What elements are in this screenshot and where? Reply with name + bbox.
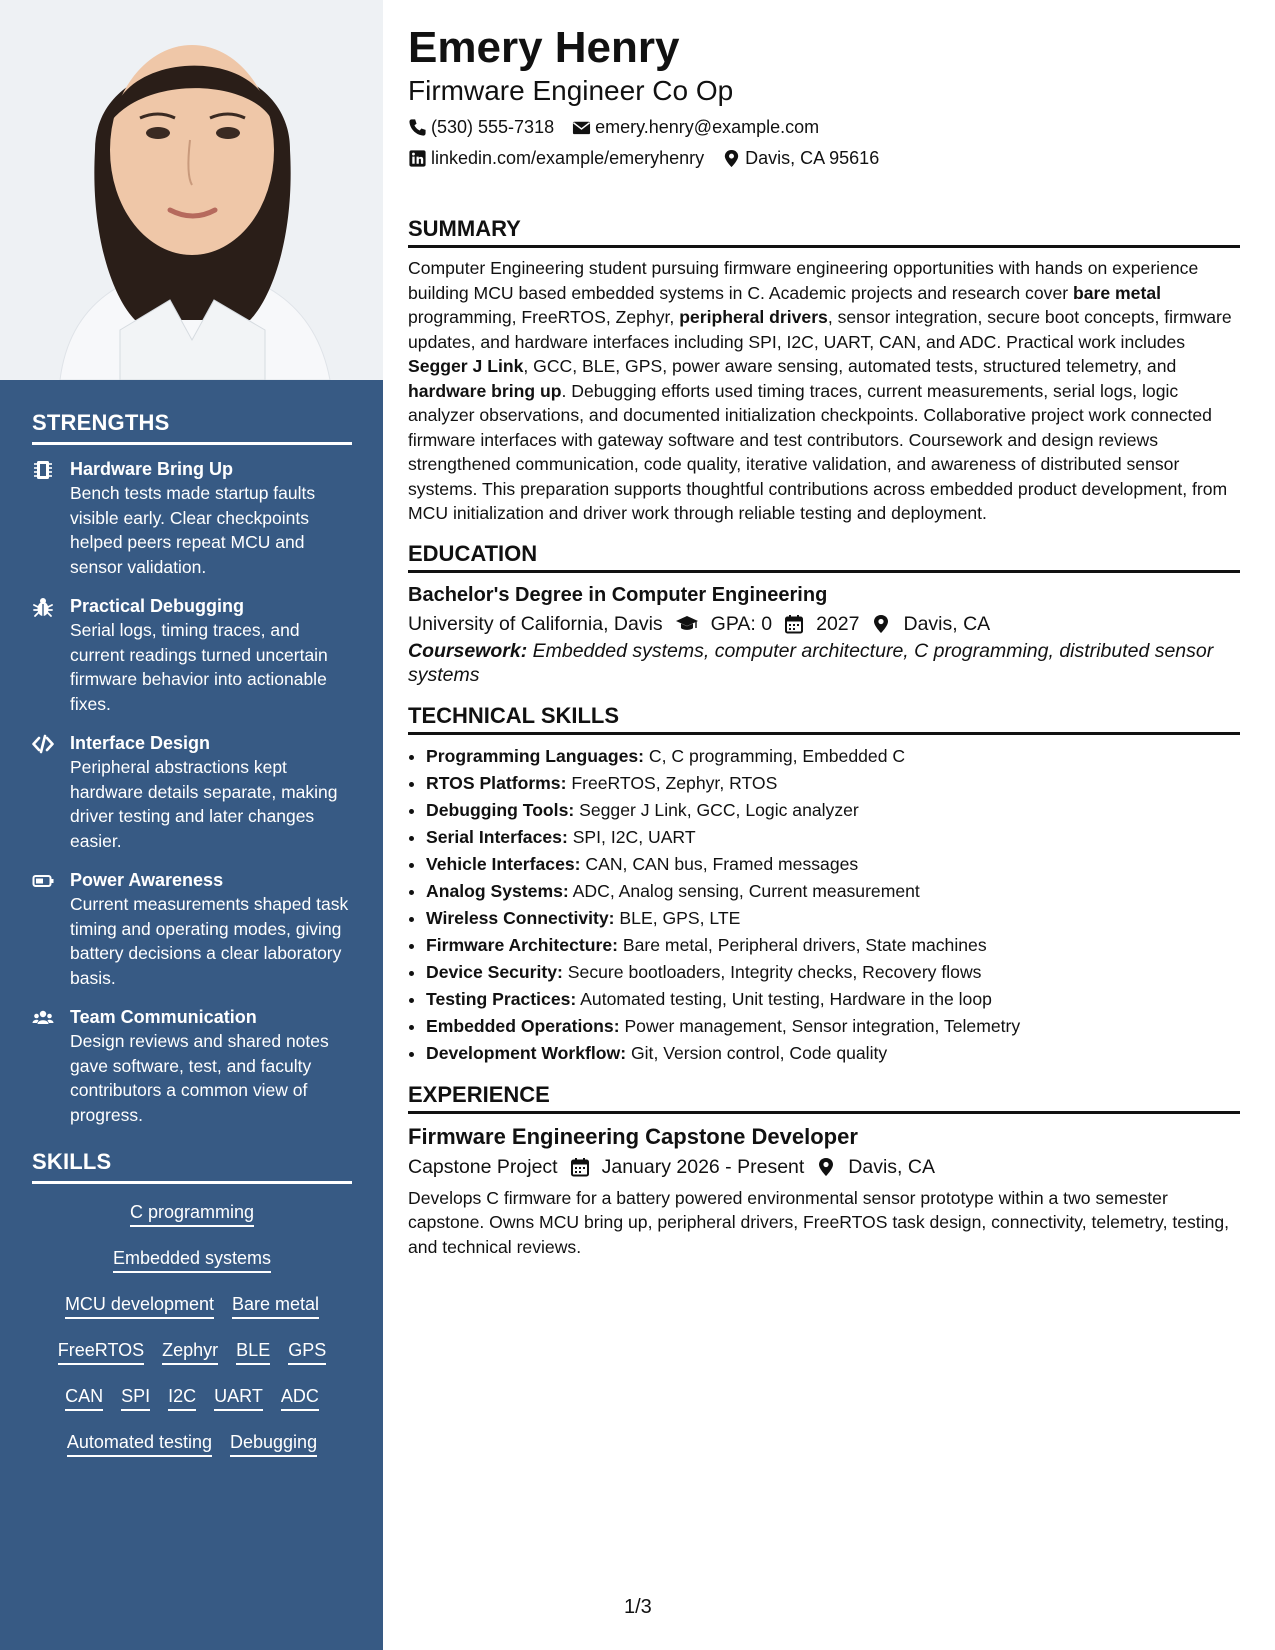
experience-heading: EXPERIENCE — [408, 1081, 1240, 1114]
education-location: Davis, CA — [903, 612, 991, 635]
graduation-year: 2027 — [816, 612, 860, 635]
coursework-label: Coursework: — [408, 639, 528, 662]
calendar-icon — [570, 1157, 590, 1177]
list-item — [426, 851, 1240, 878]
phone-icon — [408, 118, 427, 137]
skill-tag: Automated testing — [67, 1432, 212, 1457]
skill-row — [32, 1248, 352, 1273]
list-item — [426, 905, 1240, 932]
email-contact — [572, 117, 819, 138]
skill-row — [32, 1386, 352, 1411]
skill-values: Power management, Sensor integration, Telemetry — [619, 1015, 1021, 1036]
linkedin-icon — [408, 149, 427, 168]
job-title: Firmware Engineer Co Op — [408, 75, 734, 106]
summary-heading: SUMMARY — [408, 215, 1240, 248]
list-item — [426, 986, 1240, 1013]
map-pin-icon — [871, 614, 891, 634]
skill-tags — [32, 1196, 352, 1457]
summary-segment-bold: bare metal — [1072, 282, 1161, 303]
candidate-name: Emery Henry — [408, 23, 680, 72]
summary-segment: . Debugging efforts used timing traces, current measurements, serial logs, logic analyzer observations, and documented initialization checkpoints. Collaborative project work connected firmware interfaces with gateway software and test contributors. Coursework and design reviews strengthened communication, code quality, iterative validation, and awareness of distributed sensor systems. This preparation supports thoughtful contributions across embedded product development, from MCU initialization and driver work through reliable testing and deployment. — [408, 380, 1228, 523]
location-contact — [722, 148, 879, 169]
skill-row — [32, 1340, 352, 1365]
skill-tag: I2C — [168, 1386, 196, 1411]
strength-item — [32, 457, 352, 579]
strength-item — [32, 594, 352, 716]
skill-tag: Debugging — [230, 1432, 317, 1457]
location-text: Davis, CA 95616 — [745, 147, 880, 168]
list-item — [426, 1013, 1240, 1040]
list-item — [426, 932, 1240, 959]
summary-segment: , sensor integration, secure boot concepts, firmware updates, and hardware interfaces including SPI, I2C, UART, CAN, and ADC. Practical work includes — [408, 307, 1232, 352]
contact-row — [408, 145, 1240, 171]
strength-description: Bench tests made startup faults visible early. Clear checkpoints helped peers repeat MCU and sensor validation. — [70, 483, 316, 577]
linkedin-contact — [408, 148, 704, 169]
skill-values: BLE, GPS, LTE — [614, 907, 741, 928]
main-content — [408, 22, 1240, 1259]
summary-segment-bold: Segger J Link — [408, 356, 524, 376]
skill-category: Serial Interfaces: — [426, 826, 568, 847]
experience-location: Davis, CA — [848, 1155, 935, 1178]
users-icon — [32, 1007, 54, 1029]
memory-chip-icon — [32, 459, 54, 481]
skill-tag: GPS — [288, 1340, 326, 1365]
skill-tag: Bare metal — [232, 1294, 319, 1319]
technical-skills-heading: TECHNICAL SKILLS — [408, 702, 1240, 735]
skill-category: Firmware Architecture: — [426, 934, 618, 955]
gpa-text: GPA: 0 — [710, 612, 773, 635]
sidebar — [0, 0, 383, 1650]
list-item — [426, 959, 1240, 986]
graduation-cap-icon — [675, 614, 699, 634]
skill-tag: BLE — [236, 1340, 270, 1365]
experience-title: Firmware Engineering Capstone Developer — [408, 1123, 858, 1149]
skill-tag: ADC — [281, 1386, 319, 1411]
skill-category: Vehicle Interfaces: — [426, 853, 581, 874]
skill-category: Debugging Tools: — [426, 799, 575, 820]
phone-contact — [408, 117, 554, 138]
strength-item — [32, 731, 352, 853]
skill-values: CAN, CAN bus, Framed messages — [580, 853, 859, 874]
skill-category: Device Security: — [426, 961, 563, 982]
strength-description: Peripheral abstractions kept hardware details separate, making driver testing and later changes easier. — [70, 757, 338, 851]
skill-tag: Zephyr — [162, 1340, 218, 1365]
education-heading: EDUCATION — [408, 540, 1240, 573]
skill-tag: C programming — [130, 1202, 254, 1227]
calendar-icon — [784, 614, 804, 634]
skill-tag: CAN — [65, 1386, 103, 1411]
skill-category: Development Workflow: — [426, 1042, 627, 1063]
skill-tag: MCU development — [65, 1294, 214, 1319]
skill-tag: Embedded systems — [113, 1248, 271, 1273]
page-number: 1/3 — [624, 1596, 652, 1618]
list-item — [426, 878, 1240, 905]
skill-tag: UART — [214, 1386, 263, 1411]
portrait-illustration — [0, 0, 383, 380]
skill-row — [32, 1202, 352, 1227]
strength-title: Team Communication — [70, 1007, 257, 1027]
list-item — [426, 824, 1240, 851]
skill-category: Wireless Connectivity: — [426, 907, 615, 928]
skill-category: Embedded Operations: — [426, 1015, 620, 1036]
skill-values: ADC, Analog sensing, Current measurement — [568, 880, 920, 901]
experience-description: Develops C firmware for a battery powered environmental sensor prototype within a two semester capstone. Owns MCU bring up, peripheral drivers, FreeRTOS task design, connectivity, telemetry, testing, and technical reviews. — [408, 1187, 1230, 1257]
summary-segment: programming, FreeRTOS, Zephyr, — [408, 307, 680, 327]
envelope-icon — [572, 118, 591, 137]
organization-name: Capstone Project — [408, 1155, 558, 1178]
degree-title: Bachelor's Degree in Computer Engineering — [408, 583, 828, 606]
strength-title: Power Awareness — [70, 870, 224, 890]
coursework-text: Embedded systems, computer architecture, C programming, distributed sensor systems — [408, 639, 1214, 686]
code-icon — [32, 733, 54, 755]
map-pin-icon — [722, 149, 741, 168]
email-address[interactable]: emery.henry@example.com — [595, 116, 820, 137]
strength-title: Hardware Bring Up — [70, 459, 234, 479]
skill-values: FreeRTOS, Zephyr, RTOS — [566, 772, 778, 793]
summary-segment-bold: peripheral drivers — [679, 307, 828, 327]
skill-category: Analog Systems: — [426, 880, 569, 901]
strength-description: Current measurements shaped task timing and operating modes, giving battery decisions a clear laboratory basis. — [70, 894, 349, 988]
linkedin-url[interactable]: linkedin.com/example/emeryhenry — [431, 147, 705, 168]
experience-info-row — [408, 1152, 1240, 1182]
strength-title: Interface Design — [70, 733, 211, 753]
summary-segment: Computer Engineering student pursuing firmware engineering opportunities with hands on experience building MCU based embedded systems in C. Academic projects and research cover — [408, 258, 1199, 303]
list-item — [426, 770, 1240, 797]
list-item — [426, 743, 1240, 770]
skill-category: Programming Languages: — [426, 745, 644, 766]
coursework — [408, 639, 1240, 688]
skill-values: Git, Version control, Code quality — [626, 1042, 888, 1063]
summary-segment: , GCC, BLE, GPS, power aware sensing, automated tests, structured telemetry, and — [523, 356, 1177, 376]
skill-values: Segger J Link, GCC, Logic analyzer — [574, 799, 859, 820]
strength-description: Serial logs, timing traces, and current readings turned uncertain firmware behavior into actionable fixes. — [70, 620, 328, 714]
skill-row — [32, 1432, 352, 1457]
skill-category: RTOS Platforms: — [426, 772, 567, 793]
skill-row — [32, 1294, 352, 1319]
skill-tag: SPI — [121, 1386, 150, 1411]
skill-values: Automated testing, Unit testing, Hardware in the loop — [576, 988, 992, 1009]
summary-segment-bold: hardware bring up — [408, 380, 562, 401]
technical-skills-list — [408, 743, 1240, 1067]
education-info-row — [408, 609, 1240, 639]
summary-text — [408, 256, 1240, 526]
strength-item — [32, 1005, 352, 1127]
list-item — [426, 1040, 1240, 1067]
school-name: University of California, Davis — [408, 612, 663, 635]
strengths-heading: STRENGTHS — [32, 410, 352, 445]
strength-description: Design reviews and shared notes gave software, test, and faculty contributors a common view of progress. — [70, 1031, 329, 1125]
contact-row — [408, 114, 1240, 140]
list-item — [426, 797, 1240, 824]
skill-values: C, C programming, Embedded C — [644, 745, 906, 766]
skills-heading: SKILLS — [32, 1149, 352, 1184]
skill-values: SPI, I2C, UART — [567, 826, 696, 847]
skill-tag: FreeRTOS — [58, 1340, 144, 1365]
profile-photo — [0, 0, 383, 380]
skill-category: Testing Practices: — [426, 988, 577, 1009]
skill-values: Secure bootloaders, Integrity checks, Recovery flows — [562, 961, 982, 982]
strength-title: Practical Debugging — [70, 596, 245, 616]
strength-item — [32, 868, 352, 990]
phone-number[interactable]: (530) 555-7318 — [431, 116, 555, 137]
skill-values: Bare metal, Peripheral drivers, State machines — [617, 934, 987, 955]
battery-icon — [32, 870, 54, 892]
experience-dates: January 2026 - Present — [601, 1155, 805, 1178]
bug-icon — [32, 596, 54, 618]
map-pin-icon — [816, 1157, 836, 1177]
